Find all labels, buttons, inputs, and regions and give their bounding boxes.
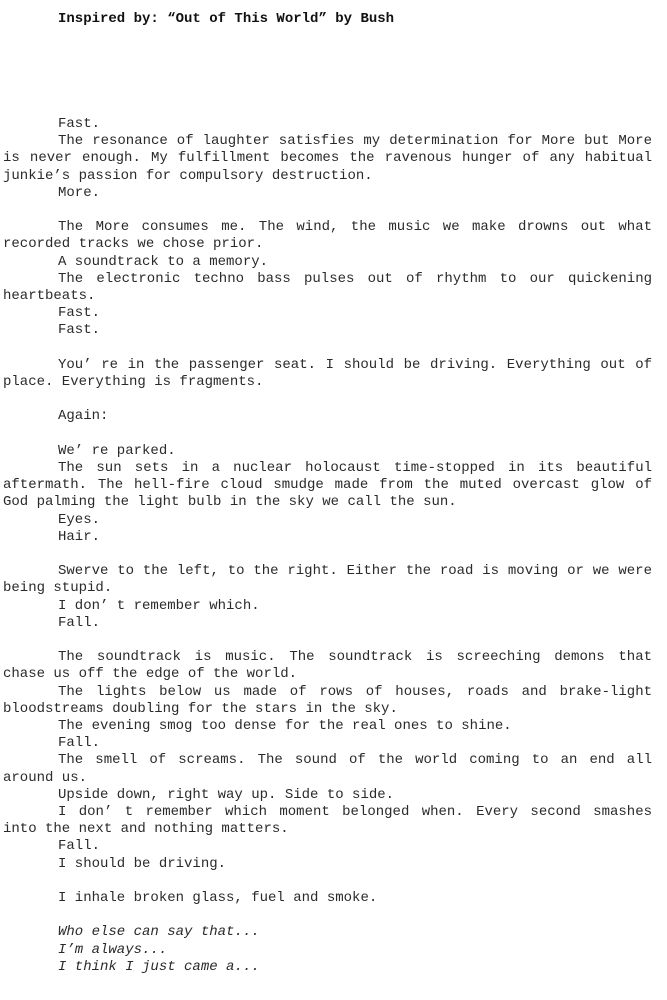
story-paragraph: Swerve to the left, to the right. Either the road is moving or we were being stupid. [3,563,652,597]
story-paragraph: Fast. [58,305,101,322]
story-paragraph: Eyes. [58,511,101,528]
blank-line [3,426,652,443]
italic-line: I’m always... [58,941,168,958]
story-paragraph: A soundtrack to a memory. [58,253,269,270]
story-paragraph: I don’ t remember which. [58,597,260,614]
story-paragraph: Fall. [58,735,101,752]
story-paragraph: I inhale broken glass, fuel and smoke. [58,890,378,907]
story-paragraph: The evening smog too dense for the real ones to shine. [58,718,512,735]
story-paragraph: You’ re in the passenger seat. I should be driving. Everything out of place. Everything is fragments. [3,356,652,391]
story-paragraph: I don’ t remember which moment belonged when. Every second smashes into the next and nothing matters. [3,804,652,838]
blank-line [3,632,652,649]
story-body [3,116,652,976]
italic-line: I think I just came a... [58,958,260,975]
story-heading: Inspired by: “Out of This World” by Bush [58,11,395,27]
story-paragraph: Fall. [58,614,101,631]
story-paragraph: The soundtrack is music. The soundtrack is screeching demons that chase us off the edge of the world. [3,649,652,683]
story-paragraph: Hair. [58,528,101,545]
story-paragraph: More. [58,184,101,201]
story-paragraph: The sun sets in a nuclear holocaust time-stopped in its beautiful aftermath. The hell-fire cloud smudge made from the muted overcast glow of God palming the light bulb in the sky we call the sun. [3,460,652,511]
blank-line [3,873,652,890]
blank-line [3,391,652,408]
story-paragraph: Fast. [58,322,101,339]
story-paragraph: Again: [58,408,109,425]
blank-line [3,546,652,563]
story-paragraph: The lights below us made of rows of houses, roads and brake-light bloodstreams doubling for the stars in the sky. [3,683,652,717]
story-paragraph: The smell of screams. The sound of the world coming to an end all around us. [3,752,652,786]
italic-line: Who else can say that... [58,924,260,941]
story-paragraph: The More consumes me. The wind, the music we make drowns out what recorded tracks we chose prior. [3,219,652,253]
story-paragraph: Fast. [58,116,101,132]
blank-line [3,340,652,357]
blank-line [3,202,652,219]
story-paragraph: The electronic techno bass pulses out of rhythm to our quickening heartbeats. [3,270,652,305]
story-paragraph: Fall. [58,838,101,855]
story-paragraph: We’ re parked. [58,442,176,459]
story-paragraph: The resonance of laughter satisfies my determination for More but More is never enough. My fulfillment becomes the ravenous hunger of any habitual junkie’s passion for compulsory destruction. [3,133,652,184]
story-paragraph: I should be driving. [58,855,227,872]
blank-line [3,907,652,924]
story-paragraph: Upside down, right way up. Side to side. [58,786,395,803]
